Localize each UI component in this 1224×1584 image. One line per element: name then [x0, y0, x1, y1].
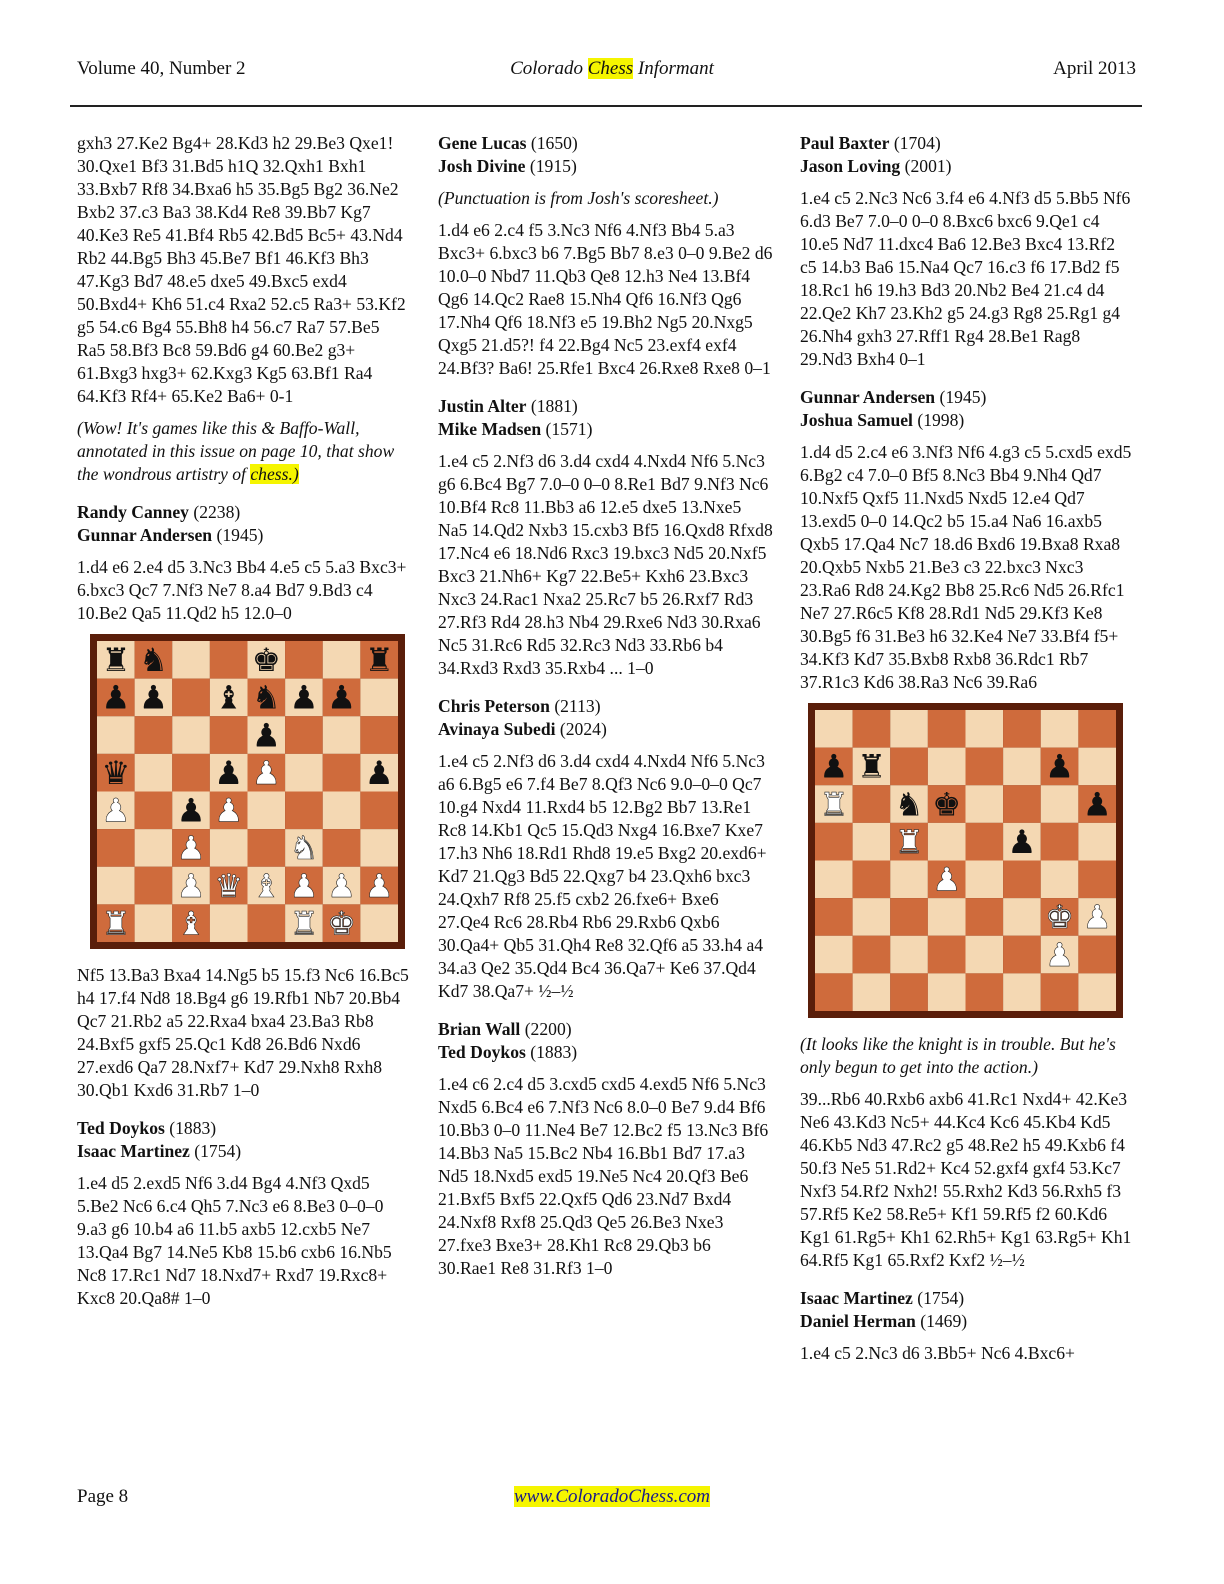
board-square: [210, 904, 248, 942]
chess-diagram: [808, 703, 1135, 1018]
white-rook-icon: ♜: [894, 822, 924, 861]
black-pawn-icon: ♟: [214, 753, 244, 792]
board-square: [1041, 973, 1079, 1011]
board-square: [928, 898, 966, 936]
black-player: Gunnar Andersen: [77, 525, 213, 545]
board-square: [323, 792, 361, 830]
board-square: [815, 898, 853, 936]
black-pawn-icon: ♟: [138, 678, 168, 717]
black-pawn-icon: ♟: [176, 791, 206, 830]
board-square: [1041, 861, 1079, 899]
board-square: [360, 792, 398, 830]
white-player: Gunnar Andersen: [800, 387, 936, 407]
board-square: [323, 716, 361, 754]
board-square: [248, 829, 286, 867]
black-knight-icon: ♞: [894, 785, 924, 824]
board-square: [928, 710, 966, 748]
black-player: Joshua Samuel: [800, 410, 913, 430]
game-moves: 1.e4 c5 2.Nf3 d6 3.d4 cxd4 4.Nxd4 Nf6 5.Nc3 a6 6.Bg5 e6 7.f4 Be7 8.Qf3 Nc6 9.0–0–0 Qc7 10.g4 Nxd4 11.Rxd4 b5 12.Bg2 Bb7 13.Re1 Rc8 14.Kb1 Qc5 15.Qd3 Nxg4 16.Bxe7 Kxe7 17.h3 Nh6 18.Rd1 Rhd8 19.e5 Bxg2 20.exd6+ Kd7 21.Qg3 Bd5 22.Qxg7 b4 23.Qxh6 bxc3 24.Qxh7 Rf8 25.f5 cxb2 26.fxe6+ Bxe6 27.Qe4 Rc6 28.Rb4 Rb6 29.Rxb6 Qxb6 30.Qa4+ Qb5 31.Qh4 Re8 32.Qf6 a5 33.h4 a4 34.a3 Qe2 35.Qd4 Bc4 36.Qa7+ Ke6 37.Qd4 Kd7 38.Qa7+ ½–½: [438, 751, 767, 1001]
white-pawn-icon: ♟: [214, 791, 244, 830]
game-moves: 1.e4 c5 2.Nc3 Nc6 3.f4 e6 4.Nf3 d5 5.Bb5 Nf6 6.d3 Be7 7.0–0 0–0 8.Bxc6 bxc6 9.Qe1 c4 10.e5 Nd7 11.dxc4 Ba6 12.Be3 Bxc4 13.Rf2 c5 14.b3 Ba6 15.Na4 Qc7 16.c3 f6 17.Bd2 f5 18.Rc1 h6 19.h3 Bd3 20.Nb2 Be4 21.c4 d4 22.Qe2 Kh7 23.Kh2 g5 24.g3 Rg8 25.Rg1 g4 26.Nh4 gxh3 27.Rff1 Rg4 28.Be1 Rag8 29.Nd3 Bxh4 0–1: [800, 188, 1131, 369]
board-square: [1078, 823, 1116, 861]
header-date: April 2013: [1053, 58, 1136, 79]
board-square: [966, 785, 1004, 823]
board-square: [1003, 710, 1041, 748]
board-square: [1078, 710, 1116, 748]
white-pawn-icon: ♟: [251, 753, 281, 792]
black-knight-icon: ♞: [251, 678, 281, 717]
board-square: [97, 829, 135, 867]
board-square: [815, 936, 853, 974]
game-players: Ted Doykos (1883) Isaac Martinez (1754): [77, 1118, 242, 1161]
board-square: [135, 904, 173, 942]
white-player: Ted Doykos: [77, 1118, 165, 1138]
board-square: [966, 936, 1004, 974]
white-bishop-icon: ♝: [176, 904, 206, 943]
game-moves: 1.e4 c5 2.Nf3 d6 3.d4 cxd4 4.Nxd4 Nf6 5.Nc3 g6 6.Bc4 Bg7 7.0–0 0–0 8.Re1 Bd7 9.Nf3 Nc6 10.Bf4 Rc8 11.Bb3 a6 12.e5 dxe5 13.Nxe5 Na5 14.Qd2 Nxb3 15.cxb3 Bf5 16.Qxd8 Rfxd8 17.Nc4 e6 18.Nd6 Rxc3 19.bxc3 Nd5 20.Nxf5 Bxc3 21.Nh6+ Kg7 22.Be5+ Kxh6 23.Bxc3 Nxc3 24.Rac1 Nxa2 25.Rc7 b5 26.Rxf7 Rd3 27.Rf3 Rd4 28.h3 Nb4 29.Rxe6 Nd3 30.Rxa6 Nc5 31.Rc6 Rd5 32.Rc3 Nd3 33.Rb6 b4 34.Rxd3 Rxd3 35.Rxb4 ... 1–0: [438, 451, 773, 678]
chess-board: [90, 634, 405, 949]
black-pawn-icon: ♟: [101, 678, 131, 717]
board-square: [928, 823, 966, 861]
board-square: [1041, 785, 1079, 823]
white-player: Randy Canney: [77, 502, 189, 522]
board-square: [815, 710, 853, 748]
white-pawn-icon: ♟: [101, 791, 131, 830]
board-square: [135, 867, 173, 905]
board-square: [172, 754, 210, 792]
white-pawn-icon: ♟: [1045, 935, 1075, 974]
header-title: Colorado Chess Informant: [510, 58, 714, 79]
game-moves: 39...Rb6 40.Rxb6 axb6 41.Rc1 Nxd4+ 42.Ke3 Ne6 43.Kd3 Nc5+ 44.Kc4 Kc6 45.Kb4 Kd5 46.Kb5 Nd3 47.Rc2 g5 48.Re2 h5 49.Kxb6 f4 50.f3 Ne5 51.Rd2+ Kc4 52.gxf4 gxf4 53.Kc7 Nxf3 54.Rf2 Nxh2! 55.Rxh2 Kd3 56.Rxh5 f3 57.Rf5 Ke2 58.Re5+ Kf1 59.Rf5 f2 60.Kd6 Kg1 61.Rg5+ Kh1 62.Rh5+ Kg1 63.Rg5+ Kh1 64.Rf5 Kg1 65.Rxf2 Kxf2 ½–½: [800, 1089, 1132, 1270]
game-players: Gene Lucas (1650) Josh Divine (1915): [438, 133, 578, 176]
board-square: [1003, 861, 1041, 899]
board-square: [966, 748, 1004, 786]
black-pawn-icon: ♟: [251, 716, 281, 755]
board-square: [97, 716, 135, 754]
board-square: [323, 829, 361, 867]
chess-board: [808, 703, 1123, 1018]
board-square: [135, 829, 173, 867]
board-square: [966, 710, 1004, 748]
game-moves: Nf5 13.Ba3 Bxa4 14.Ng5 b5 15.f3 Nc6 16.Bc5 h4 17.f4 Nd8 18.Bg4 g6 19.Rfb1 Nb7 20.Bb4 Qc7 21.Rb2 a5 22.Rxa4 bxa4 23.Ba3 Rb8 24.Bxf5 gxf5 25.Qc1 Kd8 26.Bd6 Nxd6 27.exd6 Qa7 28.Nxf7+ Kd7 29.Nxh8 Rxh8 30.Qb1 Kxd6 31.Rb7 1–0: [77, 965, 409, 1100]
black-knight-icon: ♞: [138, 641, 168, 680]
board-square: [890, 748, 928, 786]
white-rook-icon: ♜: [101, 904, 131, 943]
column-2: [438, 132, 773, 1289]
game-moves: 1.e4 c6 2.c4 d5 3.cxd5 cxd5 4.exd5 Nf6 5.Nc3 Nxd5 6.Bc4 e6 7.Nf3 Nc6 8.0–0 Be7 9.d4 Bf6 10.Bb3 0–0 11.Ne4 Be7 12.Bc2 f5 13.Nc3 Bf6 14.Bb3 Na5 15.Bc2 Nb4 16.Bb1 Bd7 17.a3 Nd5 18.Nxd5 exd5 19.Ne5 Nc4 20.Qf3 Be6 21.Bxf5 Bxf5 22.Qxf5 Qd6 23.Nd7 Bxd4 24.Nxf8 Rxf8 25.Qd3 Qe5 26.Be3 Nxe3 27.fxe3 Bxe3+ 28.Kh1 Rc8 29.Qb3 b6 30.Rae1 Re8 31.Rf3 1–0: [438, 1074, 769, 1278]
board-square: [966, 823, 1004, 861]
board-square: [853, 710, 891, 748]
black-player: Ted Doykos: [438, 1042, 526, 1062]
board-square: [285, 716, 323, 754]
board-square: [210, 829, 248, 867]
white-player: Chris Peterson: [438, 696, 550, 716]
game-players: Isaac Martinez (1754) Daniel Herman (1469): [800, 1288, 968, 1331]
black-pawn-icon: ♟: [1082, 785, 1112, 824]
board-square: [135, 754, 173, 792]
white-knight-icon: ♞: [289, 829, 319, 868]
black-pawn-icon: ♟: [819, 747, 849, 786]
black-pawn-icon: ♟: [289, 678, 319, 717]
board-square: [890, 710, 928, 748]
board-square: [1041, 710, 1079, 748]
board-square: [285, 754, 323, 792]
white-pawn-icon: ♟: [327, 866, 357, 905]
annotation: (Punctuation is from Josh's scoresheet.): [438, 188, 719, 208]
white-queen-icon: ♛: [214, 866, 244, 905]
board-square: [815, 823, 853, 861]
board-square: [285, 792, 323, 830]
black-player: Isaac Martinez: [77, 1141, 190, 1161]
board-square: [853, 823, 891, 861]
game-moves: 1.d4 e6 2.e4 d5 3.Nc3 Bb4 4.e5 c5 5.a3 Bxc3+ 6.bxc3 Qc7 7.Nf3 Ne7 8.a4 Bd7 9.Bd3 c4 10.Be2 Qa5 11.Qd2 h5 12.0–0: [77, 557, 407, 623]
board-square: [323, 754, 361, 792]
website-link[interactable]: www.ColoradoChess.com: [513, 1486, 710, 1507]
board-square: [285, 641, 323, 679]
board-square: [853, 785, 891, 823]
black-player: Daniel Herman: [800, 1311, 916, 1331]
black-king-icon: ♚: [932, 785, 962, 824]
game-moves: 1.d4 d5 2.c4 e6 3.Nf3 Nf6 4.g3 c5 5.cxd5 exd5 6.Bg2 c4 7.0–0 Bf5 8.Nc3 Bb4 9.Nh4 Qd7 10.Nxf5 Qxf5 11.Nxd5 Nxd5 12.e4 Qd7 13.exd5 0–0 14.Qc2 b5 15.a4 Na6 16.axb5 Qxb5 17.Qa4 Nc7 18.d6 Bxd6 19.Bxa8 Rxa8 20.Qxb5 Nxb5 21.Be3 c3 22.bxc3 Nxc3 23.Ra6 Rd8 24.Kg2 Bb8 25.Rc6 Nd5 26.Rfc1 Ne7 27.R6c5 Kf8 28.Rd1 Nd5 29.Kf3 Ke8 30.Bg5 f6 31.Be3 h6 32.Ke4 Ne7 33.Bf4 f5+ 34.Kf3 Kd7 35.Bxb8 Rxb8 36.Rdc1 Rb7 37.R1c3 Kd6 38.Ra3 Nc6 39.Ra6: [800, 442, 1132, 692]
board-square: [1003, 898, 1041, 936]
board-square: [1078, 748, 1116, 786]
black-bishop-icon: ♝: [214, 678, 244, 717]
board-square: [853, 973, 891, 1011]
black-player: Josh Divine: [438, 156, 526, 176]
white-king-icon: ♚: [327, 904, 357, 943]
chess-diagram: [90, 634, 412, 949]
black-rook-icon: ♜: [364, 641, 394, 680]
column-3: [800, 132, 1135, 1374]
board-square: [853, 898, 891, 936]
board-square: [360, 829, 398, 867]
board-square: [1003, 936, 1041, 974]
black-rook-icon: ♜: [101, 641, 131, 680]
white-pawn-icon: ♟: [932, 860, 962, 899]
board-square: [360, 679, 398, 717]
board-square: [1041, 823, 1079, 861]
annotation: (Wow! It's games like this & Baffo-Wall, annotated in this issue on page 10, that show the wondrous artistry of chess.): [77, 418, 395, 484]
white-rook-icon: ♜: [819, 785, 849, 824]
white-pawn-icon: ♟: [1082, 898, 1112, 937]
board-square: [853, 936, 891, 974]
board-square: [815, 973, 853, 1011]
black-player: Avinaya Subedi: [438, 719, 556, 739]
board-square: [135, 792, 173, 830]
black-rook-icon: ♜: [856, 747, 886, 786]
white-bishop-icon: ♝: [251, 866, 281, 905]
white-player: Paul Baxter: [800, 133, 890, 153]
board-square: [966, 861, 1004, 899]
white-player: Justin Alter: [438, 396, 527, 416]
white-pawn-icon: ♟: [176, 866, 206, 905]
board-square: [928, 748, 966, 786]
board-square: [1003, 785, 1041, 823]
black-pawn-icon: ♟: [1045, 747, 1075, 786]
black-pawn-icon: ♟: [1007, 822, 1037, 861]
board-square: [135, 716, 173, 754]
white-pawn-icon: ♟: [289, 866, 319, 905]
board-square: [172, 641, 210, 679]
board-square: [97, 867, 135, 905]
game-players: Justin Alter (1881) Mike Madsen (1571): [438, 396, 593, 439]
board-square: [248, 792, 286, 830]
board-square: [853, 861, 891, 899]
game-moves: 1.e4 c5 2.Nc3 d6 3.Bb5+ Nc6 4.Bxc6+: [800, 1343, 1075, 1363]
board-square: [928, 973, 966, 1011]
white-player: Gene Lucas: [438, 133, 527, 153]
annotation: (It looks like the knight is in trouble. But he's only begun to get into the action.): [800, 1034, 1116, 1077]
board-square: [1003, 748, 1041, 786]
board-square: [360, 716, 398, 754]
game-moves: 1.d4 e6 2.c4 f5 3.Nc3 Nf6 4.Nf3 Bb4 5.a3 Bxc3+ 6.bxc3 b6 7.Bg5 Bb7 8.e3 0–0 9.Be2 d6 10.0–0 Nbd7 11.Qb3 Qe8 12.h3 Ne4 13.Bf4 Qg6 14.Qc2 Rae8 15.Nh4 Qf6 16.Nf3 Qg6 17.Nh4 Qf6 18.Nf3 e5 19.Bh2 Ng5 20.Nxg5 Qxg5 21.d5?! f4 22.Bg4 Nc5 23.exf4 exf4 24.Bf3? Ba6! 25.Rfe1 Bxc4 26.Rxe8 Rxe8 0–1: [438, 220, 773, 378]
header-volume: Volume 40, Number 2: [77, 58, 246, 79]
game-moves: gxh3 27.Ke2 Bg4+ 28.Kd3 h2 29.Be3 Qxe1! 30.Qxe1 Bf3 31.Bd5 h1Q 32.Qxh1 Bxh1 33.Bxb7 Rf8 34.Bxa6 h5 35.Bg5 Bg2 36.Ne2 Bxb2 37.c3 Ba3 38.Kd4 Re8 39.Bb7 Kg7 40.Ke3 Re5 41.Bf4 Rb5 42.Bd5 Bc5+ 43.Nd4 Rb2 44.Bg5 Bh3 45.Be7 Bf1 46.Kf3 Bh3 47.Kg3 Bd7 48.e5 dxe5 49.Bxc5 exd4 50.Bxd4+ Kh6 51.c4 Rxa2 52.c5 Ra3+ 53.Kf2 g5 54.c6 Bg4 55.Bh8 h4 56.c7 Ra7 57.Be5 Ra5 58.Bf3 Bc8 59.Bd6 g4 60.Be2 g3+ 61.Bxg3 hxg3+ 62.Kxg3 Kg5 63.Bf1 Ra4 64.Kf3 Rf4+ 65.Ke2 Ba6+ 0-1: [77, 133, 406, 406]
white-pawn-icon: ♟: [364, 866, 394, 905]
header-rule: [70, 105, 1142, 107]
board-square: [890, 898, 928, 936]
board-square: [890, 861, 928, 899]
page-number: Page 8: [77, 1486, 129, 1507]
black-pawn-icon: ♟: [364, 753, 394, 792]
black-player: Mike Madsen: [438, 419, 542, 439]
board-square: [1078, 861, 1116, 899]
board-square: [360, 904, 398, 942]
board-square: [323, 641, 361, 679]
black-king-icon: ♚: [251, 641, 281, 680]
board-square: [1078, 936, 1116, 974]
board-square: [172, 679, 210, 717]
board-square: [210, 716, 248, 754]
board-square: [1078, 973, 1116, 1011]
game-moves: 1.e4 d5 2.exd5 Nf6 3.d4 Bg4 4.Nf3 Qxd5 5.Be2 Nc6 6.c4 Qh5 7.Nc3 e6 8.Be3 0–0–0 9.a3 g6 10.b4 a6 11.b5 axb5 12.cxb5 Ne7 13.Qa4 Bg7 14.Ne5 Kb8 15.b6 cxb6 16.Nb5 Nc8 17.Rc1 Nd7 18.Nxd7+ Rxd7 19.Rxc8+ Kxc8 20.Qa8# 1–0: [77, 1173, 392, 1308]
board-square: [248, 904, 286, 942]
game-players: Gunnar Andersen (1945) Joshua Samuel (1998): [800, 387, 987, 430]
game-players: Brian Wall (2200) Ted Doykos (1883): [438, 1019, 578, 1062]
game-players: Paul Baxter (1704) Jason Loving (2001): [800, 133, 952, 176]
black-pawn-icon: ♟: [327, 678, 357, 717]
board-square: [815, 861, 853, 899]
board-square: [890, 973, 928, 1011]
white-rook-icon: ♜: [289, 904, 319, 943]
column-1: [77, 132, 412, 1319]
board-square: [1003, 973, 1041, 1011]
board-square: [172, 716, 210, 754]
white-player: Brian Wall: [438, 1019, 521, 1039]
game-players: Chris Peterson (2113) Avinaya Subedi (2024): [438, 696, 607, 739]
board-square: [928, 936, 966, 974]
white-player: Isaac Martinez: [800, 1288, 913, 1308]
white-pawn-icon: ♟: [176, 829, 206, 868]
board-square: [210, 641, 248, 679]
board-square: [890, 936, 928, 974]
game-players: Randy Canney (2238) Gunnar Andersen (1945): [77, 502, 264, 545]
white-king-icon: ♚: [1045, 898, 1075, 937]
board-square: [966, 898, 1004, 936]
black-queen-icon: ♛: [101, 753, 131, 792]
board-square: [966, 973, 1004, 1011]
black-player: Jason Loving: [800, 156, 901, 176]
